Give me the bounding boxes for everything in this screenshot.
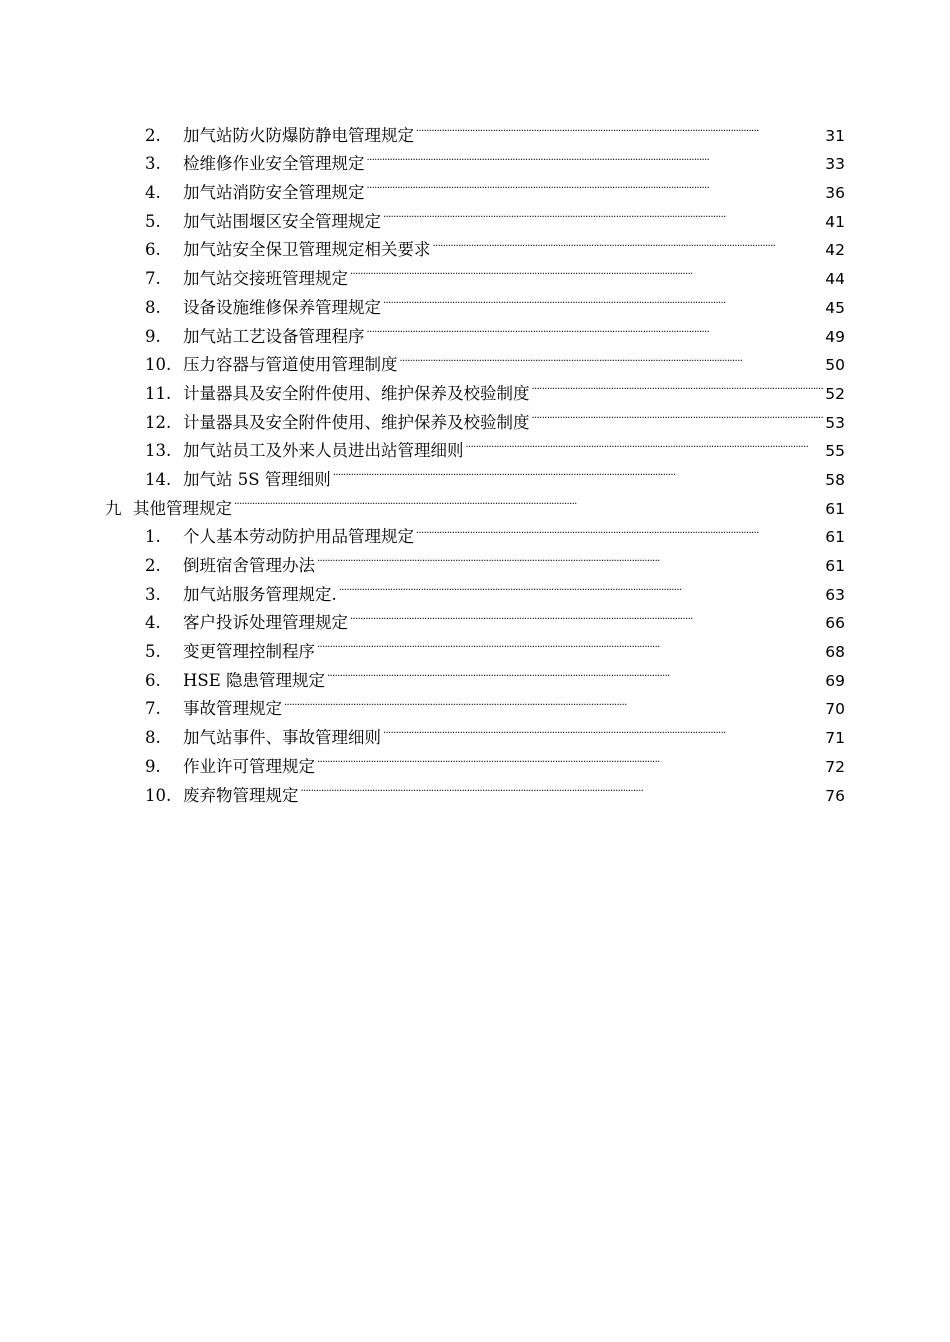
toc-chapter-page: 61 [825,499,845,518]
toc-entry-number: 7. [145,269,161,289]
toc-entry-title: 作业许可管理规定 [183,756,315,776]
dot-leader [416,112,823,141]
dot-leader [367,169,824,198]
toc-chapter-title: 其他管理规定 [133,498,232,518]
toc-entry-title: 倒班宿舍管理办法 [183,556,315,575]
dot-leader [333,456,823,485]
toc-entry-number: 11. [145,383,172,403]
dot-leader [383,714,823,743]
dot-leader [416,514,823,543]
toc-entry-title: 加气站安全保卫管理规定相关要求 [183,240,431,260]
toc-entry-number: 8. [145,297,161,317]
toc-entry-title: 加气站交接班管理规定 [183,269,348,289]
toc-entry-page: 61 [825,528,845,547]
dot-leader [433,227,824,256]
toc-entry-title: 变更管理控制程序 [183,642,315,662]
toc-entry-title: 设备设施维修保养管理规定 [183,297,381,317]
toc-entry[interactable] [105,112,845,145]
toc-entry-page: 33 [825,155,845,174]
toc-entry-page: 76 [825,786,845,805]
dot-leader [317,743,823,772]
toc-entry-number: 4. [145,183,161,203]
toc-entry-number: 10. [145,785,172,805]
toc-entry-number: 13. [145,441,172,461]
table-of-contents [105,112,845,805]
toc-entry-title: 客户投诉处理管理规定 [183,613,348,633]
toc-entry-title: 加气站围堰区安全管理规定 [183,211,381,231]
toc-entry-title: 加气站服务管理规定. [183,584,337,604]
dot-leader [400,342,824,371]
toc-entry-number: 6. [145,240,161,260]
toc-entry-title: 个人基本劳动防护用品管理规定 [183,527,414,547]
toc-entry-page: 52 [825,384,845,403]
toc-entry-number: 5. [145,211,161,231]
toc-entry-page: 63 [825,585,845,604]
toc-entry-number: 1. [145,527,161,547]
toc-entry-page: 50 [825,356,845,375]
toc-entry-number: 14. [145,469,172,489]
dot-leader [317,628,823,657]
dot-leader [317,542,823,571]
dot-leader [301,772,824,801]
dot-leader [339,571,824,600]
dot-leader [383,198,823,227]
toc-entry-title: 加气站消防安全管理规定 [183,183,365,203]
dot-leader [532,399,824,428]
toc-entry-page: 72 [825,757,845,776]
toc-entry-page: 44 [825,270,845,289]
toc-entry-number: 5. [145,642,161,662]
toc-entry-title: 检维修作业安全管理规定 [183,154,365,174]
toc-entry-page: 42 [825,241,845,260]
toc-chapter-number: 九 [105,498,122,518]
toc-entry-number: 7. [145,699,161,719]
toc-entry-title: 事故管理规定 [183,699,282,719]
toc-entry-title: HSE 隐患管理规定 [183,670,325,690]
toc-entry-number: 2. [145,125,161,145]
toc-entry-page: 45 [825,298,845,317]
toc-entry-number: 8. [145,728,161,748]
toc-entry-page: 69 [825,671,845,690]
dot-leader [367,141,824,170]
toc-entry-page: 55 [825,442,845,461]
toc-entry-page: 71 [825,729,845,748]
toc-entry-title: 加气站员工及外来人员进出站管理细则 [183,441,464,461]
toc-entry-page: 31 [825,126,845,145]
dot-leader [466,428,824,457]
dot-leader [532,370,824,399]
toc-entry-page: 68 [825,643,845,662]
toc-entry-number: 9. [145,326,161,346]
toc-entry-number: 3. [145,584,161,604]
toc-entry-number: 3. [145,154,161,174]
dot-leader [383,284,823,313]
toc-entry-number: 12. [145,412,172,432]
toc-entry-page: 66 [825,614,845,633]
dot-leader [234,485,823,514]
toc-entry-title: 加气站 5S 管理细则 [183,469,331,489]
dot-leader [327,657,823,686]
toc-entry-page: 49 [825,327,845,346]
toc-entry-number: 4. [145,613,161,633]
toc-entry-title: 计量器具及安全附件使用、维护保养及校验制度 [183,383,530,403]
toc-entry-title: 加气站工艺设备管理程序 [183,326,365,346]
dot-leader [350,255,823,284]
dot-leader [367,313,824,342]
toc-entry-title: 加气站事件、事故管理细则 [183,728,381,748]
toc-entry-page: 70 [825,700,845,719]
toc-entry-title: 计量器具及安全附件使用、维护保养及校验制度 [183,412,530,432]
toc-entry-number: 2. [145,556,161,575]
toc-entry-page: 41 [825,212,845,231]
toc-entry-number: 10. [145,355,172,375]
dot-leader [284,686,823,715]
toc-entry-page: 61 [825,557,845,575]
toc-entry-number: 9. [145,756,161,776]
toc-entry-number: 6. [145,670,161,690]
toc-entry-title: 压力容器与管道使用管理制度 [183,355,398,375]
toc-entry-page: 53 [825,413,845,432]
toc-entry-title: 废弃物管理规定 [183,785,299,805]
toc-entry-page: 36 [825,184,845,203]
dot-leader [350,600,823,629]
toc-entry-title: 加气站防火防爆防静电管理规定 [183,125,414,145]
toc-entry-page: 58 [825,470,845,489]
